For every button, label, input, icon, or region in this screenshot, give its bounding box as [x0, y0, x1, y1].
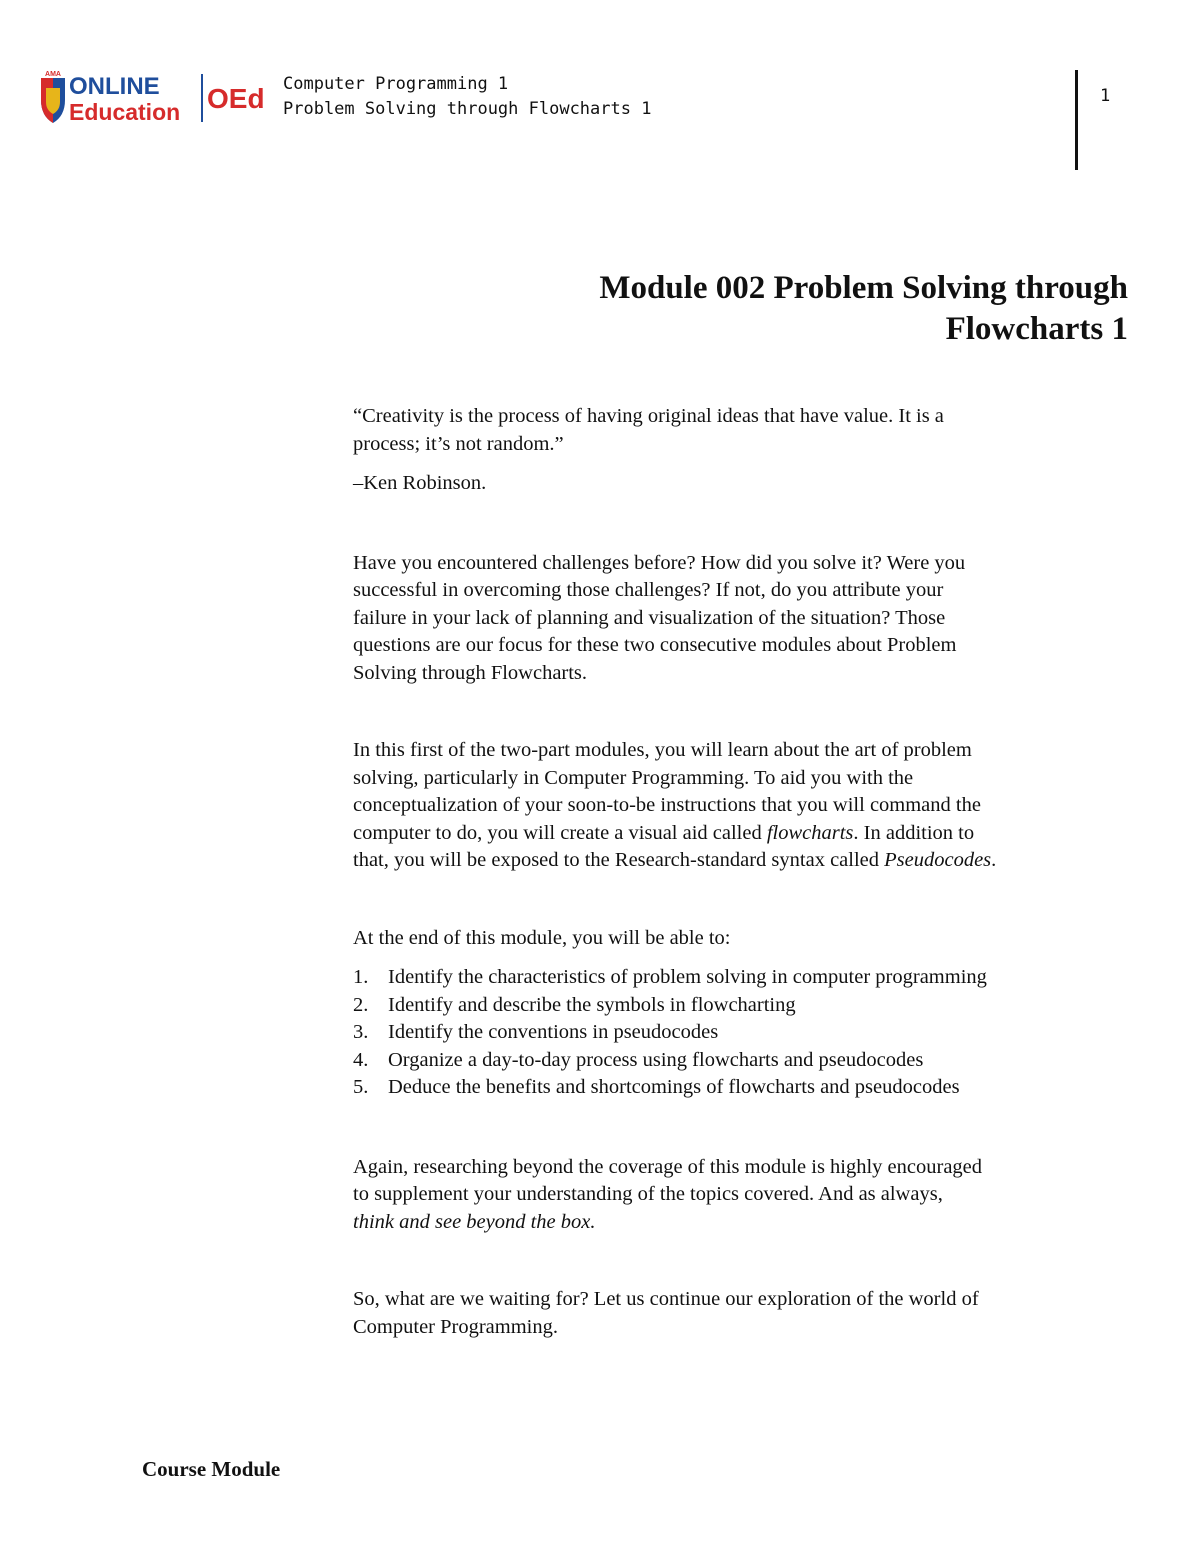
svg-text:AMA: AMA — [45, 71, 61, 78]
header-divider — [1075, 70, 1078, 170]
page-number: 1 — [1100, 86, 1111, 106]
quote-author: –Ken Robinson. — [353, 472, 487, 494]
overview-paragraph: In this first of the two-part modules, you will learn about the art of problem solving, particularly in Computer Programming. To aid you with the conceptualization of your soon-to-be instructions that you will command the computer to do, you will create a visual aid called flowcharts. In addition to that, you will be exposed to the Research-standard syntax called Pseudocodes. — [353, 739, 997, 871]
module-body — [353, 403, 1143, 1341]
footer-label: Course Module — [142, 1457, 281, 1481]
quote: “Creativity is the process of having original ideas that have value. It is a process; it’s not random.” — [353, 405, 944, 455]
list-item: 5. Deduce the benefits and shortcomings of flowcharts and pseudocodes — [353, 1076, 960, 1098]
online-education-logo — [38, 70, 273, 126]
objectives-intro: At the end of this module, you will be able to: — [353, 926, 731, 949]
list-item: 4. Organize a day-to-day process using flowcharts and pseudocodes — [353, 1048, 924, 1071]
svg-text:Education: Education — [69, 99, 181, 125]
objectives-list — [353, 964, 1143, 1102]
encouragement-paragraph: Again, researching beyond the coverage of this module is highly encouraged to supplement your understanding of the topics covered. And as always, think and see beyond the box. — [353, 1155, 983, 1233]
svg-text:ONLINE: ONLINE — [69, 73, 160, 100]
module-title: Module 002 Problem Solving through Flowcharts 1 — [599, 270, 1128, 347]
list-item: 3. Identify the conventions in pseudocodes — [353, 1021, 719, 1043]
course-name: Computer Programming 1 — [283, 74, 509, 94]
svg-text:OEd: OEd — [207, 83, 265, 114]
module-topic: Problem Solving through Flowcharts 1 — [283, 99, 652, 119]
crest-icon — [41, 71, 65, 123]
header-info — [283, 72, 651, 122]
list-item: 2. Identify and describe the symbols in flowcharting — [353, 993, 796, 1016]
intro-paragraph: Have you encountered challenges before? How did you solve it? Were you successful in overcoming those challenges? If not, do you attribute your failure in your lack of planning and visualization of the situation? Those questions are our focus for these two consecutive modules about Problem Solving through Flowcharts. — [353, 551, 966, 684]
list-item: 1. Identify the characteristics of problem solving in computer programming — [353, 966, 987, 988]
closing-paragraph: So, what are we waiting for? Let us continue our exploration of the world of Computer Programming. — [353, 1288, 979, 1338]
